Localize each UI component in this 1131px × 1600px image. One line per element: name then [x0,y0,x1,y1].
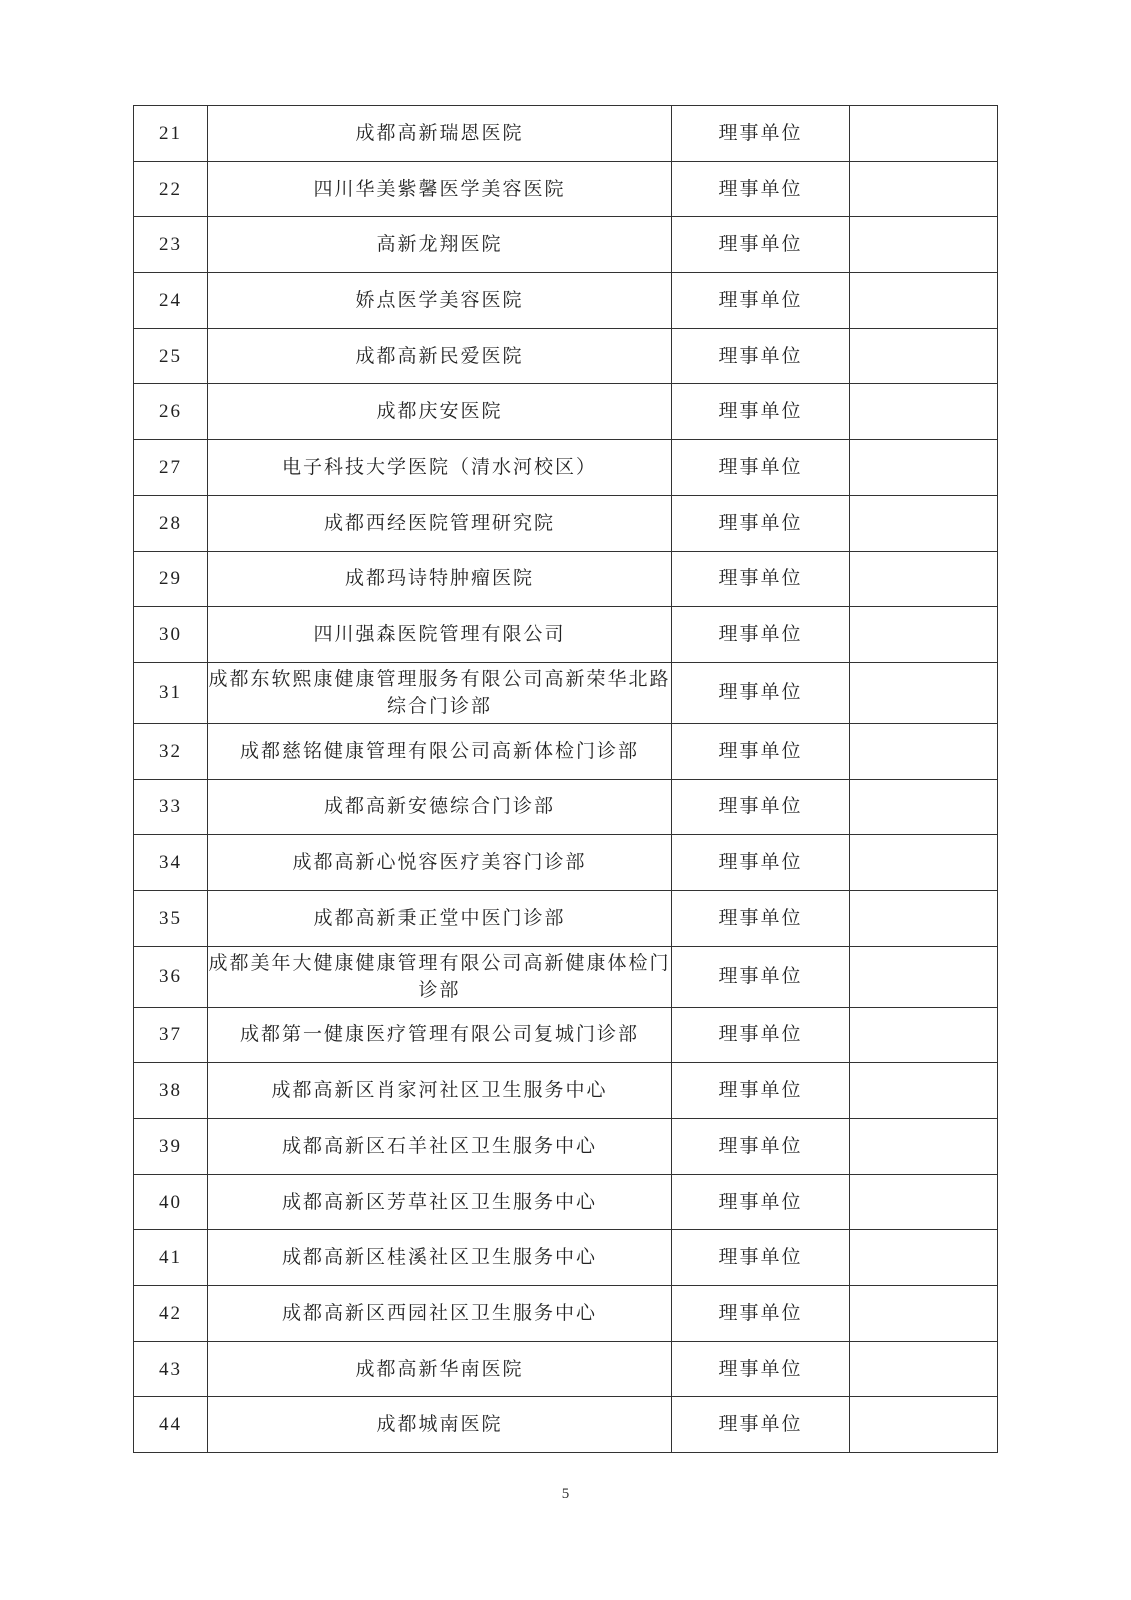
membership-type-cell: 理事单位 [672,440,850,496]
row-number-cell: 42 [134,1286,208,1342]
row-number-cell: 23 [134,217,208,273]
row-number-cell: 29 [134,551,208,607]
row-number-cell: 35 [134,890,208,946]
organization-name-cell: 成都庆安医院 [208,384,672,440]
note-cell [850,1119,998,1175]
row-number-cell: 32 [134,723,208,779]
table-row [134,106,998,162]
row-number-cell: 38 [134,1063,208,1119]
table-row [134,217,998,273]
row-number-cell: 41 [134,1230,208,1286]
organization-name-cell: 成都高新民爱医院 [208,328,672,384]
organization-name-cell: 成都慈铭健康管理有限公司高新体检门诊部 [208,723,672,779]
organization-name-cell: 成都高新华南医院 [208,1341,672,1397]
note-cell [850,161,998,217]
note-cell [850,723,998,779]
note-cell [850,384,998,440]
organization-name-cell: 成都高新心悦容医疗美容门诊部 [208,835,672,891]
membership-type-cell: 理事单位 [672,890,850,946]
note-cell [850,551,998,607]
membership-type-cell: 理事单位 [672,1397,850,1453]
organization-name-cell: 成都高新区桂溪社区卫生服务中心 [208,1230,672,1286]
membership-type-cell: 理事单位 [672,384,850,440]
table-row [134,779,998,835]
note-cell [850,779,998,835]
membership-type-cell: 理事单位 [672,1174,850,1230]
membership-type-cell: 理事单位 [672,328,850,384]
table-row [134,495,998,551]
organization-name-cell: 成都第一健康医疗管理有限公司复城门诊部 [208,1007,672,1063]
organization-name-cell: 四川华美紫馨医学美容医院 [208,161,672,217]
note-cell [850,1286,998,1342]
row-number-cell: 27 [134,440,208,496]
row-number-cell: 40 [134,1174,208,1230]
note-cell [850,495,998,551]
row-number-cell: 21 [134,106,208,162]
organization-name-cell: 成都城南医院 [208,1397,672,1453]
membership-type-cell: 理事单位 [672,551,850,607]
note-cell [850,835,998,891]
table-row [134,835,998,891]
page-number: 5 [561,1486,570,1502]
membership-type-cell: 理事单位 [672,779,850,835]
membership-type-cell: 理事单位 [672,1119,850,1175]
membership-type-cell: 理事单位 [672,1063,850,1119]
row-number-cell: 39 [134,1119,208,1175]
note-cell [850,1007,998,1063]
table-row [134,1007,998,1063]
organization-name-cell: 成都西经医院管理研究院 [208,495,672,551]
member-table [133,105,998,1453]
note-cell [850,662,998,723]
table-row [134,1341,998,1397]
row-number-cell: 33 [134,779,208,835]
note-cell [850,106,998,162]
table-row [134,1063,998,1119]
table-row [134,1286,998,1342]
note-cell [850,1397,998,1453]
row-number-cell: 31 [134,662,208,723]
note-cell [850,1230,998,1286]
organization-name-cell: 成都高新安德综合门诊部 [208,779,672,835]
table-row [134,1397,998,1453]
row-number-cell: 22 [134,161,208,217]
row-number-cell: 24 [134,273,208,329]
organization-name-cell: 成都美年大健康健康管理有限公司高新健康体检门诊部 [208,946,672,1007]
table-row [134,161,998,217]
table-row [134,607,998,663]
organization-name-cell: 成都高新秉正堂中医门诊部 [208,890,672,946]
note-cell [850,440,998,496]
table-row [134,551,998,607]
table-row [134,890,998,946]
organization-name-cell: 成都高新瑞恩医院 [208,106,672,162]
table-row [134,946,998,1007]
table-row [134,384,998,440]
membership-type-cell: 理事单位 [672,161,850,217]
row-number-cell: 44 [134,1397,208,1453]
table-row [134,1174,998,1230]
membership-type-cell: 理事单位 [672,106,850,162]
note-cell [850,328,998,384]
organization-name-cell: 成都玛诗特肿瘤医院 [208,551,672,607]
membership-type-cell: 理事单位 [672,946,850,1007]
organization-name-cell: 成都高新区肖家河社区卫生服务中心 [208,1063,672,1119]
member-table-body [134,106,998,1453]
table-row [134,273,998,329]
organization-name-cell: 成都高新区石羊社区卫生服务中心 [208,1119,672,1175]
note-cell [850,946,998,1007]
table-row [134,1230,998,1286]
organization-name-cell: 成都高新区芳草社区卫生服务中心 [208,1174,672,1230]
organization-name-cell: 四川强森医院管理有限公司 [208,607,672,663]
row-number-cell: 26 [134,384,208,440]
row-number-cell: 28 [134,495,208,551]
note-cell [850,1174,998,1230]
note-cell [850,217,998,273]
organization-name-cell: 成都东软熙康健康管理服务有限公司高新荣华北路综合门诊部 [208,662,672,723]
membership-type-cell: 理事单位 [672,662,850,723]
organization-name-cell: 高新龙翔医院 [208,217,672,273]
row-number-cell: 36 [134,946,208,1007]
membership-type-cell: 理事单位 [672,723,850,779]
membership-type-cell: 理事单位 [672,1286,850,1342]
table-row [134,723,998,779]
table-row [134,662,998,723]
note-cell [850,1063,998,1119]
note-cell [850,607,998,663]
membership-type-cell: 理事单位 [672,495,850,551]
row-number-cell: 37 [134,1007,208,1063]
table-row [134,440,998,496]
membership-type-cell: 理事单位 [672,1341,850,1397]
membership-type-cell: 理事单位 [672,607,850,663]
membership-type-cell: 理事单位 [672,835,850,891]
note-cell [850,273,998,329]
membership-type-cell: 理事单位 [672,273,850,329]
organization-name-cell: 成都高新区西园社区卫生服务中心 [208,1286,672,1342]
row-number-cell: 25 [134,328,208,384]
organization-name-cell: 娇点医学美容医院 [208,273,672,329]
note-cell [850,890,998,946]
table-row [134,328,998,384]
organization-name-cell: 电子科技大学医院（清水河校区） [208,440,672,496]
membership-type-cell: 理事单位 [672,1230,850,1286]
membership-type-cell: 理事单位 [672,1007,850,1063]
row-number-cell: 43 [134,1341,208,1397]
membership-type-cell: 理事单位 [672,217,850,273]
table-row [134,1119,998,1175]
note-cell [850,1341,998,1397]
row-number-cell: 30 [134,607,208,663]
row-number-cell: 34 [134,835,208,891]
